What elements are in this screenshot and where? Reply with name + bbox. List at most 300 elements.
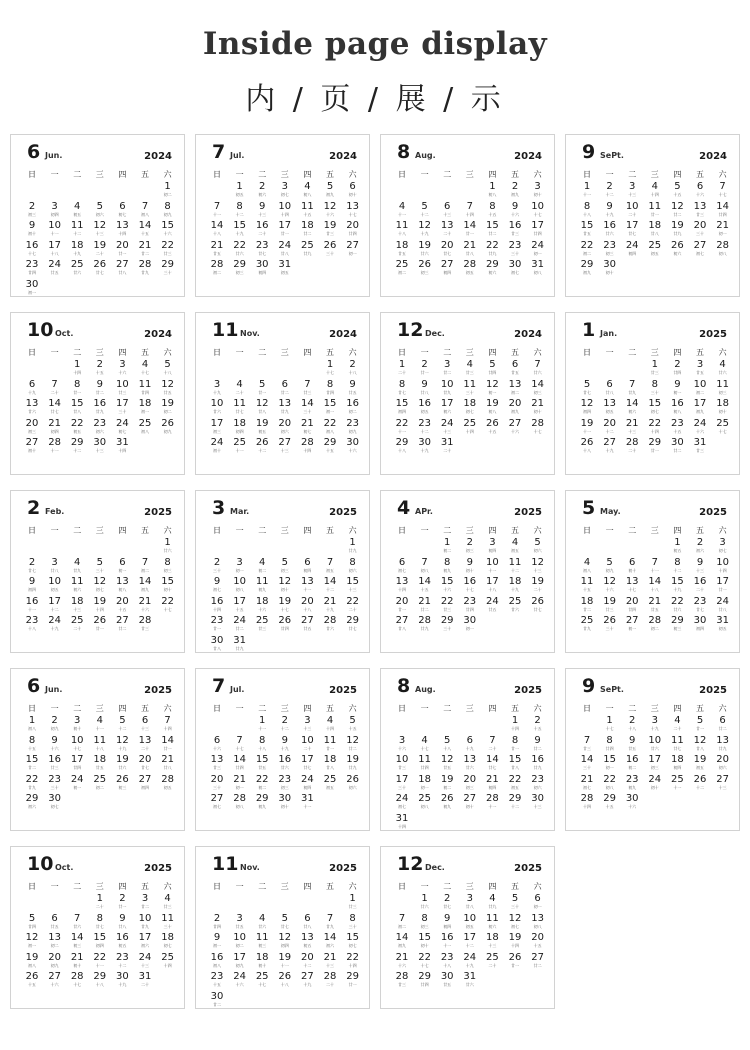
day-cell <box>689 240 711 256</box>
day-number: 21 <box>531 398 544 409</box>
lunar-date: 初三 <box>650 765 659 770</box>
weekday-label: 日 <box>213 170 221 179</box>
lunar-date: 初五 <box>465 923 474 929</box>
day-cell <box>89 952 111 968</box>
lunar-date: 初二 <box>443 784 452 790</box>
lunar-date: 廿七 <box>583 389 591 395</box>
lunar-date: 十五 <box>118 606 127 612</box>
day-number: 8 <box>236 200 243 212</box>
day-number: 26 <box>693 773 707 785</box>
day-cell <box>599 437 621 453</box>
day-cell <box>66 201 88 217</box>
lunar-date: 廿五 <box>488 606 497 612</box>
day-cell <box>229 635 251 651</box>
day-cell <box>229 557 251 573</box>
lunar-date: 廿三 <box>258 626 267 631</box>
month-card <box>565 490 740 653</box>
weekday-label: 三 <box>465 526 474 535</box>
weekday-label: 六 <box>533 704 542 713</box>
day-cell <box>712 418 734 434</box>
lunar-date: 十三 <box>533 567 542 573</box>
lunar-date: 廿四 <box>673 370 682 375</box>
lunar-date: 十四 <box>280 211 289 217</box>
weekday-label: 五 <box>696 170 704 179</box>
lunar-date: 初三 <box>73 943 82 948</box>
lunar-date: 初六 <box>533 548 542 553</box>
day-cell <box>459 240 481 256</box>
day-number: 13 <box>48 932 61 943</box>
day-number: 18 <box>161 932 174 943</box>
day-cell <box>89 893 111 909</box>
weekday-label: 三 <box>465 882 474 891</box>
lunar-date: 廿九 <box>280 409 289 414</box>
lunar-date: 十八 <box>50 250 59 256</box>
day-number: 31 <box>440 437 454 448</box>
day-cell <box>111 379 133 395</box>
lunar-date: 初一 <box>73 784 82 790</box>
weekday-header <box>21 703 179 715</box>
day-number: 21 <box>395 951 409 963</box>
lunar-date: 十九 <box>280 745 289 751</box>
lunar-date: 十二 <box>326 587 334 592</box>
weekday-label: 五 <box>511 170 519 179</box>
weekday-label: 三 <box>95 348 104 357</box>
day-cell <box>666 359 688 375</box>
day-cell <box>481 359 503 375</box>
day-number: 6 <box>51 912 58 924</box>
day-cell <box>342 240 364 256</box>
day-number: 16 <box>693 576 707 587</box>
day-cell <box>666 774 688 790</box>
day-number: 9 <box>281 734 288 746</box>
day-number: 12 <box>346 734 359 746</box>
day-number: 10 <box>48 576 61 587</box>
day-number: 5 <box>674 181 681 192</box>
lunar-date: 十七 <box>465 587 474 592</box>
lunar-date: 初九 <box>258 587 267 592</box>
day-number: 17 <box>48 239 61 251</box>
lunar-date: 初三 <box>420 923 429 929</box>
day-cell <box>644 735 666 751</box>
lunar-date: 三十 <box>511 250 519 256</box>
day-number: 7 <box>534 359 541 370</box>
lunar-date: 初五 <box>605 409 614 414</box>
day-number: 21 <box>580 773 594 785</box>
day-number: 7 <box>304 378 311 390</box>
day-cell <box>342 181 364 197</box>
day-number: 28 <box>625 437 639 448</box>
lunar-date: 初一 <box>465 626 474 631</box>
day-number: 22 <box>233 239 246 251</box>
day-cell <box>251 240 273 256</box>
day-number: 10 <box>233 932 246 943</box>
day-number: 21 <box>463 239 477 251</box>
day-number: 17 <box>210 417 224 429</box>
weekday-label: 二 <box>258 170 267 179</box>
day-cell <box>504 398 526 414</box>
day-cell <box>481 774 503 790</box>
day-number: 29 <box>161 259 174 270</box>
day-number: 5 <box>444 734 451 746</box>
day-number: 7 <box>489 734 496 746</box>
day-cell <box>621 615 643 631</box>
lunar-date: 十六 <box>163 231 172 236</box>
day-cell <box>576 576 598 592</box>
day-cell <box>599 418 621 434</box>
day-number: 12 <box>693 734 707 746</box>
day-number: 22 <box>25 773 39 785</box>
lunar-date: 廿五 <box>696 370 704 375</box>
day-number: 30 <box>693 615 707 626</box>
lunar-date: 二十 <box>488 962 497 968</box>
day-number: 9 <box>51 734 58 746</box>
lunar-date: 廿八 <box>326 765 334 770</box>
day-cell <box>111 754 133 770</box>
day-cell <box>644 181 666 197</box>
year-label: 2025 <box>514 685 542 696</box>
lunar-date: 廿五 <box>650 606 659 612</box>
day-number: 6 <box>213 734 221 746</box>
day-number: 14 <box>463 220 477 231</box>
lunar-date: 十九 <box>28 389 36 395</box>
weekday-label: 三 <box>280 526 289 535</box>
day-cell <box>621 437 643 453</box>
day-cell <box>89 596 111 612</box>
lunar-date: 十五 <box>488 428 497 434</box>
lunar-date: 十二 <box>118 726 127 731</box>
day-cell <box>206 913 228 929</box>
day-number: 29 <box>486 259 499 270</box>
day-number: 27 <box>716 773 729 785</box>
day-cell <box>229 754 251 770</box>
day-number: 30 <box>278 793 292 804</box>
lunar-date: 廿二 <box>28 765 36 770</box>
day-number: 12 <box>323 200 337 212</box>
day-cell <box>274 735 296 751</box>
day-number: 20 <box>693 220 707 231</box>
day-cell <box>481 735 503 751</box>
day-number: 13 <box>138 734 152 746</box>
weekday-label: 一 <box>420 882 429 891</box>
day-number: 14 <box>210 220 224 231</box>
day-cell <box>391 913 413 929</box>
lunar-date: 初七 <box>213 804 221 809</box>
lunar-date: 十七 <box>605 726 614 731</box>
day-cell <box>342 220 364 236</box>
day-number: 1 <box>164 181 171 192</box>
day-number: 24 <box>716 595 729 607</box>
day-number: 18 <box>395 239 409 251</box>
day-cell <box>206 596 228 612</box>
day-cell <box>274 715 296 731</box>
day-number: 5 <box>326 181 334 192</box>
lunar-date: 廿八 <box>303 923 312 929</box>
day-cell <box>206 437 228 453</box>
weekday-header <box>576 525 734 537</box>
day-number: 6 <box>349 181 356 192</box>
day-number: 8 <box>164 200 171 212</box>
day-cell <box>66 576 88 592</box>
day-number: 24 <box>116 417 129 429</box>
weekday-label: 日 <box>213 882 221 891</box>
month-name: Jul. <box>230 685 245 694</box>
day-cell <box>689 735 711 751</box>
lunar-date: 廿八 <box>420 389 429 395</box>
day-cell <box>712 201 734 217</box>
day-number: 13 <box>716 734 729 746</box>
day-cell <box>436 793 458 809</box>
day-number: 11 <box>70 220 84 231</box>
lunar-date: 十四 <box>118 231 127 236</box>
weekday-header <box>391 169 549 181</box>
day-cell <box>296 971 318 987</box>
day-cell <box>229 418 251 434</box>
day-cell <box>436 774 458 790</box>
lunar-date: 十四 <box>583 804 591 809</box>
day-number: 16 <box>508 220 522 231</box>
day-cell <box>391 813 413 829</box>
day-cell <box>414 735 436 751</box>
lunar-date: 廿九 <box>348 765 357 770</box>
lunar-date: 十二 <box>605 428 614 434</box>
weekday-label: 一 <box>50 882 59 891</box>
day-number: 20 <box>346 220 359 231</box>
lunar-date: 廿五 <box>235 923 244 929</box>
lunar-date: 初五 <box>511 784 519 790</box>
day-number: 20 <box>508 398 522 409</box>
lunar-date: 十六 <box>696 428 704 434</box>
day-cell <box>644 398 666 414</box>
day-cell <box>274 398 296 414</box>
day-cell <box>134 259 156 275</box>
day-number: 17 <box>116 398 129 409</box>
day-cell <box>134 398 156 414</box>
day-cell <box>66 932 88 948</box>
day-cell <box>576 418 598 434</box>
lunar-date: 廿九 <box>583 626 591 631</box>
lunar-date: 十五 <box>213 982 221 987</box>
month-number: 11 <box>212 319 239 341</box>
day-cell <box>527 576 549 592</box>
day-cell <box>391 398 413 414</box>
day-cell <box>251 615 273 631</box>
lunar-date: 廿五 <box>443 765 452 770</box>
day-cell <box>391 735 413 751</box>
month-card <box>195 490 370 653</box>
weekday-label: 五 <box>326 348 334 357</box>
day-cell <box>391 932 413 948</box>
lunar-date: 初五 <box>258 428 267 434</box>
lunar-date: 廿六 <box>73 270 82 275</box>
day-number: 25 <box>463 417 477 429</box>
day-cell <box>576 398 598 414</box>
day-cell <box>89 437 111 453</box>
lunar-date: 十八 <box>258 745 267 751</box>
day-number: 10 <box>301 734 314 746</box>
weekday-label: 二 <box>258 882 267 891</box>
day-cell <box>89 259 111 275</box>
day-number: 27 <box>25 437 39 448</box>
day-number: 17 <box>233 595 246 607</box>
day-number: 3 <box>489 537 496 548</box>
lunar-date: 初二 <box>235 943 244 948</box>
weekday-label: 四 <box>303 704 312 713</box>
day-cell <box>274 181 296 197</box>
lunar-date: 初一 <box>488 389 497 395</box>
day-cell <box>21 418 43 434</box>
day-cell <box>414 437 436 453</box>
weekday-label: 二 <box>73 170 82 179</box>
day-number: 23 <box>346 417 359 429</box>
day-cell <box>391 596 413 612</box>
day-number: 8 <box>96 912 103 924</box>
day-cell <box>621 793 643 809</box>
day-number: 14 <box>648 576 662 587</box>
lunar-date: 三十 <box>163 270 172 275</box>
lunar-date: 十五 <box>303 211 312 217</box>
day-number: 31 <box>693 437 707 448</box>
day-number: 29 <box>70 437 84 448</box>
day-number: 25 <box>418 793 431 804</box>
day-cell <box>251 259 273 275</box>
lunar-date: 初一 <box>28 289 36 295</box>
day-cell <box>229 793 251 809</box>
weekday-label: 一 <box>235 170 244 179</box>
day-cell <box>459 932 481 948</box>
day-number: 22 <box>93 951 107 963</box>
day-number: 29 <box>580 259 594 270</box>
lunar-date: 三十 <box>348 923 357 929</box>
day-number: 11 <box>716 378 729 390</box>
day-number: 12 <box>161 378 174 390</box>
day-number: 29 <box>648 437 662 448</box>
day-number: 28 <box>210 259 224 270</box>
day-number: 9 <box>444 912 451 924</box>
lunar-date: 十五 <box>28 745 36 751</box>
day-number: 17 <box>301 754 314 765</box>
day-number: 30 <box>210 634 224 646</box>
lunar-date: 十三 <box>73 606 82 612</box>
day-cell <box>414 615 436 631</box>
day-cell <box>689 596 711 612</box>
weekday-label: 五 <box>511 882 519 891</box>
lunar-date: 十八 <box>213 231 221 236</box>
day-number: 7 <box>141 200 149 212</box>
lunar-date: 廿二 <box>443 370 452 375</box>
lunar-date: 廿五 <box>50 270 59 275</box>
day-cell <box>481 893 503 909</box>
lunar-date: 初七 <box>280 192 289 197</box>
day-number: 5 <box>421 200 428 212</box>
day-cell <box>157 181 179 197</box>
day-cell <box>296 398 318 414</box>
day-number: 6 <box>398 556 406 568</box>
lunar-date: 十七 <box>73 982 82 987</box>
weekday-header <box>21 881 179 893</box>
day-number: 2 <box>213 912 221 924</box>
lunar-date: 初三 <box>465 784 474 790</box>
lunar-date: 三十 <box>696 231 704 236</box>
day-number: 1 <box>349 893 356 904</box>
weekday-label: 四 <box>488 882 497 891</box>
day-number: 20 <box>138 754 152 765</box>
day-number: 6 <box>28 378 36 390</box>
lunar-date: 十四 <box>465 428 474 434</box>
lunar-date: 廿五 <box>95 765 104 770</box>
day-number: 9 <box>213 932 221 943</box>
day-cell <box>342 576 364 592</box>
lunar-date: 初一 <box>533 904 542 909</box>
day-number: 24 <box>693 417 707 429</box>
day-number: 16 <box>278 754 292 765</box>
day-cell <box>251 793 273 809</box>
lunar-date: 廿一 <box>511 962 519 968</box>
day-number: 13 <box>693 200 707 212</box>
day-cell <box>251 437 273 453</box>
lunar-date: 廿二 <box>141 250 149 256</box>
weekday-label: 三 <box>95 882 104 891</box>
day-number: 17 <box>486 576 499 587</box>
day-cell <box>229 913 251 929</box>
day-cell <box>319 220 341 236</box>
day-number: 11 <box>418 754 431 765</box>
lunar-date: 初六 <box>258 192 267 197</box>
lunar-date: 初六 <box>673 250 682 256</box>
day-number: 30 <box>116 971 129 982</box>
lunar-date: 十八 <box>398 231 406 236</box>
lunar-date: 十一 <box>488 567 497 573</box>
day-number: 27 <box>116 259 129 270</box>
lunar-date: 十八 <box>163 370 172 375</box>
day-cell <box>274 913 296 929</box>
lunar-date: 十九 <box>303 982 312 987</box>
lunar-date: 三十 <box>443 626 452 631</box>
day-cell <box>229 220 251 236</box>
day-number: 31 <box>278 259 292 270</box>
day-number: 28 <box>716 239 729 251</box>
day-number: 6 <box>606 378 613 390</box>
day-number: 28 <box>301 437 314 448</box>
lunar-date: 初八 <box>605 784 614 790</box>
day-cell <box>319 754 341 770</box>
lunar-date: 廿五 <box>213 250 221 256</box>
day-cell <box>644 418 666 434</box>
lunar-date: 廿五 <box>583 231 591 236</box>
lunar-date: 二十 <box>95 250 104 256</box>
lunar-date: 十五 <box>95 370 104 375</box>
day-cell <box>274 418 296 434</box>
day-cell <box>229 596 251 612</box>
day-cell <box>89 201 111 217</box>
lunar-date: 初八 <box>235 587 244 592</box>
day-cell <box>66 220 88 236</box>
day-number: 21 <box>625 417 639 429</box>
day-cell <box>436 576 458 592</box>
year-label: 2024 <box>514 151 542 162</box>
day-number: 1 <box>164 537 171 548</box>
day-number: 22 <box>346 595 359 607</box>
month-number: 9 <box>582 141 596 163</box>
lunar-date: 廿三 <box>163 250 172 256</box>
lunar-date: 初六 <box>628 409 637 414</box>
day-cell <box>21 279 43 295</box>
lunar-date: 初十 <box>163 587 172 592</box>
day-number: 20 <box>116 595 129 607</box>
day-number: 2 <box>349 359 356 370</box>
lunar-date: 三十 <box>398 784 406 790</box>
day-number: 19 <box>603 595 616 607</box>
day-number: 9 <box>349 378 356 390</box>
